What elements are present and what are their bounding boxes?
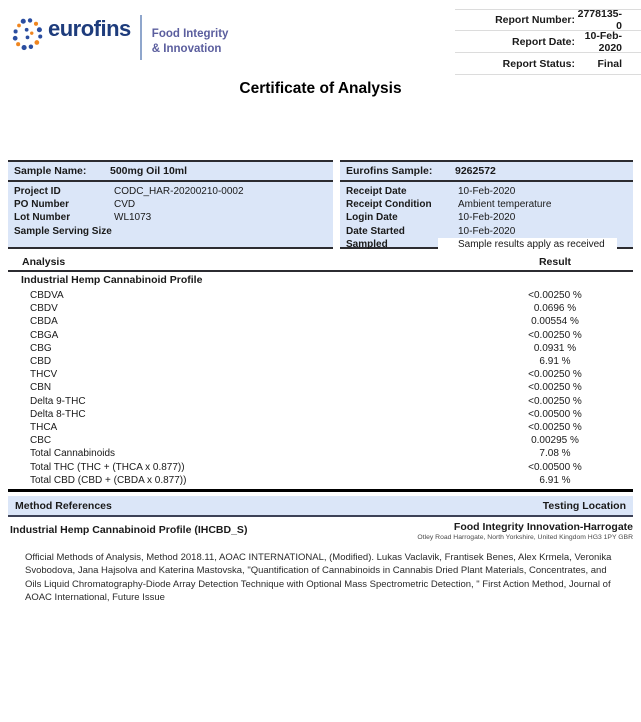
analyte-name: CBDA xyxy=(30,316,58,328)
receipt-condition-value: Ambient temperature xyxy=(458,199,552,211)
sample-info-right-table xyxy=(340,160,633,249)
result-column-header: Result xyxy=(538,256,572,268)
report-number-row xyxy=(455,9,641,31)
table-row xyxy=(8,329,633,342)
testing-location-address: Otley Road Harrogate, North Yorkshire, United Kingdom HG3 1PY GBR xyxy=(417,534,633,541)
report-number-label: Report Number: xyxy=(495,14,575,26)
logo-divider xyxy=(140,15,142,60)
eurofins-dots-icon xyxy=(12,17,43,51)
method-references-bar xyxy=(8,496,633,517)
report-date-label: Report Date: xyxy=(511,35,575,48)
analyte-result: <0.00250 % xyxy=(528,369,582,381)
analyte-result: 0.0931 % xyxy=(533,342,577,354)
analyte-name: THCV xyxy=(30,369,58,381)
po-number-label: PO Number xyxy=(14,199,70,211)
date-started-label: Date Started xyxy=(346,225,405,237)
po-number-value: CVD xyxy=(114,199,136,211)
analyte-name: Total THC (THC + (THCA x 0.877)) xyxy=(30,461,185,473)
method-references-header: Method References xyxy=(15,499,112,512)
receipt-condition-row xyxy=(340,198,633,211)
division-name xyxy=(152,27,229,57)
sampled-row xyxy=(340,238,633,251)
eurofins-sample-row xyxy=(340,162,633,182)
project-id-row xyxy=(8,185,333,198)
analyte-name: CBDVA xyxy=(30,290,64,302)
analyte-result: 7.08 % xyxy=(539,448,571,460)
lot-number-value: WL1073 xyxy=(114,212,152,224)
analyte-result: 6.91 % xyxy=(539,356,571,368)
lot-number-row xyxy=(8,211,333,224)
sample-name-label: Sample Name: xyxy=(14,165,87,177)
receipt-condition-label: Receipt Condition xyxy=(346,199,432,211)
analyte-result: <0.00250 % xyxy=(528,329,582,341)
analysis-rows xyxy=(8,289,633,487)
analyte-name: CBDV xyxy=(30,303,58,315)
table-row xyxy=(8,381,633,394)
serving-size-label: Sample Serving Size xyxy=(14,225,112,237)
analyte-result: 0.00554 % xyxy=(531,316,579,328)
report-date-value: 10-Feb-2020 xyxy=(584,29,622,54)
sample-name-row xyxy=(8,162,333,182)
sampled-label: Sampled xyxy=(346,238,388,250)
analyte-name: Total Cannabinoids xyxy=(30,448,116,460)
analyte-name: CBN xyxy=(30,382,52,394)
analyte-name: THCA xyxy=(30,421,58,433)
table-row xyxy=(8,289,633,302)
analyte-name: Delta 8-THC xyxy=(30,408,86,420)
date-started-row xyxy=(340,225,633,238)
sample-name-value: 500mg Oil 10ml xyxy=(110,165,188,177)
eurofins-sample-label: Eurofins Sample: xyxy=(346,165,433,177)
table-row xyxy=(8,460,633,473)
serving-size-row xyxy=(8,225,333,238)
lot-number-label: Lot Number xyxy=(14,212,71,224)
analysis-header-rule xyxy=(8,270,633,272)
analyte-name: Delta 9-THC xyxy=(30,395,86,407)
analyte-result: <0.00250 % xyxy=(528,290,582,302)
analysis-section-title: Industrial Hemp Cannabinoid Profile xyxy=(21,274,203,286)
project-id-label: Project ID xyxy=(14,186,61,198)
analysis-table-header xyxy=(8,256,633,270)
analyte-result: <0.00500 % xyxy=(528,408,582,420)
table-row xyxy=(8,421,633,434)
analyte-result: <0.00250 % xyxy=(528,382,582,394)
table-row xyxy=(8,447,633,460)
division-line1: Food Integrity xyxy=(151,28,229,40)
project-id-value: CODC_HAR-20200210-0002 xyxy=(114,186,244,198)
receipt-date-row xyxy=(340,185,633,198)
report-status-value: Final xyxy=(597,57,622,70)
table-row xyxy=(8,302,633,315)
po-number-row xyxy=(8,198,333,211)
analysis-column-header: Analysis xyxy=(22,256,66,268)
table-row xyxy=(8,408,633,421)
receipt-date-label: Receipt Date xyxy=(346,186,407,198)
method-name: Industrial Hemp Cannabinoid Profile (IHCBD_S) xyxy=(10,524,248,536)
page-title: Certificate of Analysis xyxy=(239,80,402,97)
analyte-name: CBG xyxy=(30,342,52,354)
analyte-name: CBGA xyxy=(30,329,59,341)
analyte-name: CBD xyxy=(30,356,52,368)
sample-info-left-table xyxy=(8,160,333,249)
testing-location-header: Testing Location xyxy=(542,499,626,512)
table-row xyxy=(8,355,633,368)
division-line2: & Innovation xyxy=(151,43,222,55)
analyte-result: <0.00500 % xyxy=(528,461,582,473)
receipt-date-value: 10-Feb-2020 xyxy=(458,186,516,198)
table-row xyxy=(8,342,633,355)
analyte-name: Total CBD (CBD + (CBDA x 0.877)) xyxy=(30,474,187,486)
report-status-row xyxy=(455,53,641,75)
login-date-label: Login Date xyxy=(346,212,398,224)
eurofins-logo xyxy=(12,12,228,60)
table-row xyxy=(8,434,633,447)
report-info-table xyxy=(455,9,641,75)
section-divider-rule xyxy=(8,489,633,492)
date-started-value: 10-Feb-2020 xyxy=(458,225,516,237)
analyte-result: 6.91 % xyxy=(539,474,571,486)
report-date-row xyxy=(455,31,641,53)
testing-location-name: Food Integrity Innovation-Harrogate xyxy=(453,521,633,533)
sampled-value: Sample results apply as received xyxy=(438,238,617,251)
analyte-result: 0.00295 % xyxy=(531,435,579,447)
brand-wordmark: eurofins xyxy=(48,16,131,41)
eurofins-sample-value: 9262572 xyxy=(455,165,496,177)
login-date-value: 10-Feb-2020 xyxy=(458,212,516,224)
analyte-result: <0.00250 % xyxy=(528,395,582,407)
table-row xyxy=(8,395,633,408)
report-number-value: 2778135-0 xyxy=(577,8,622,32)
table-row xyxy=(8,368,633,381)
analyte-result: <0.00250 % xyxy=(528,421,582,433)
report-status-label: Report Status: xyxy=(502,57,575,70)
method-citation: Official Methods of Analysis, Method 2018.11, AOAC INTERNATIONAL, (Modified). Lukas Vaclavik, Frantisek Benes, Alex Krmela, Veronika Svobodova, Jana Hajsolva and Katerina Mastovska, "Quantification of Cannabinoids in Cannabis Dried Plant Materials, Concentrates, and Oils Liquid Chromatography-Diode Array Detection Technique with Optional Mass Spectrometric Detection, " First Action Method, Journal of AOAC International, Future Issue xyxy=(25,552,612,604)
table-row xyxy=(8,315,633,328)
login-date-row xyxy=(340,211,633,224)
analyte-name: CBC xyxy=(30,435,52,447)
analyte-result: 0.0696 % xyxy=(533,303,577,315)
table-row xyxy=(8,474,633,487)
